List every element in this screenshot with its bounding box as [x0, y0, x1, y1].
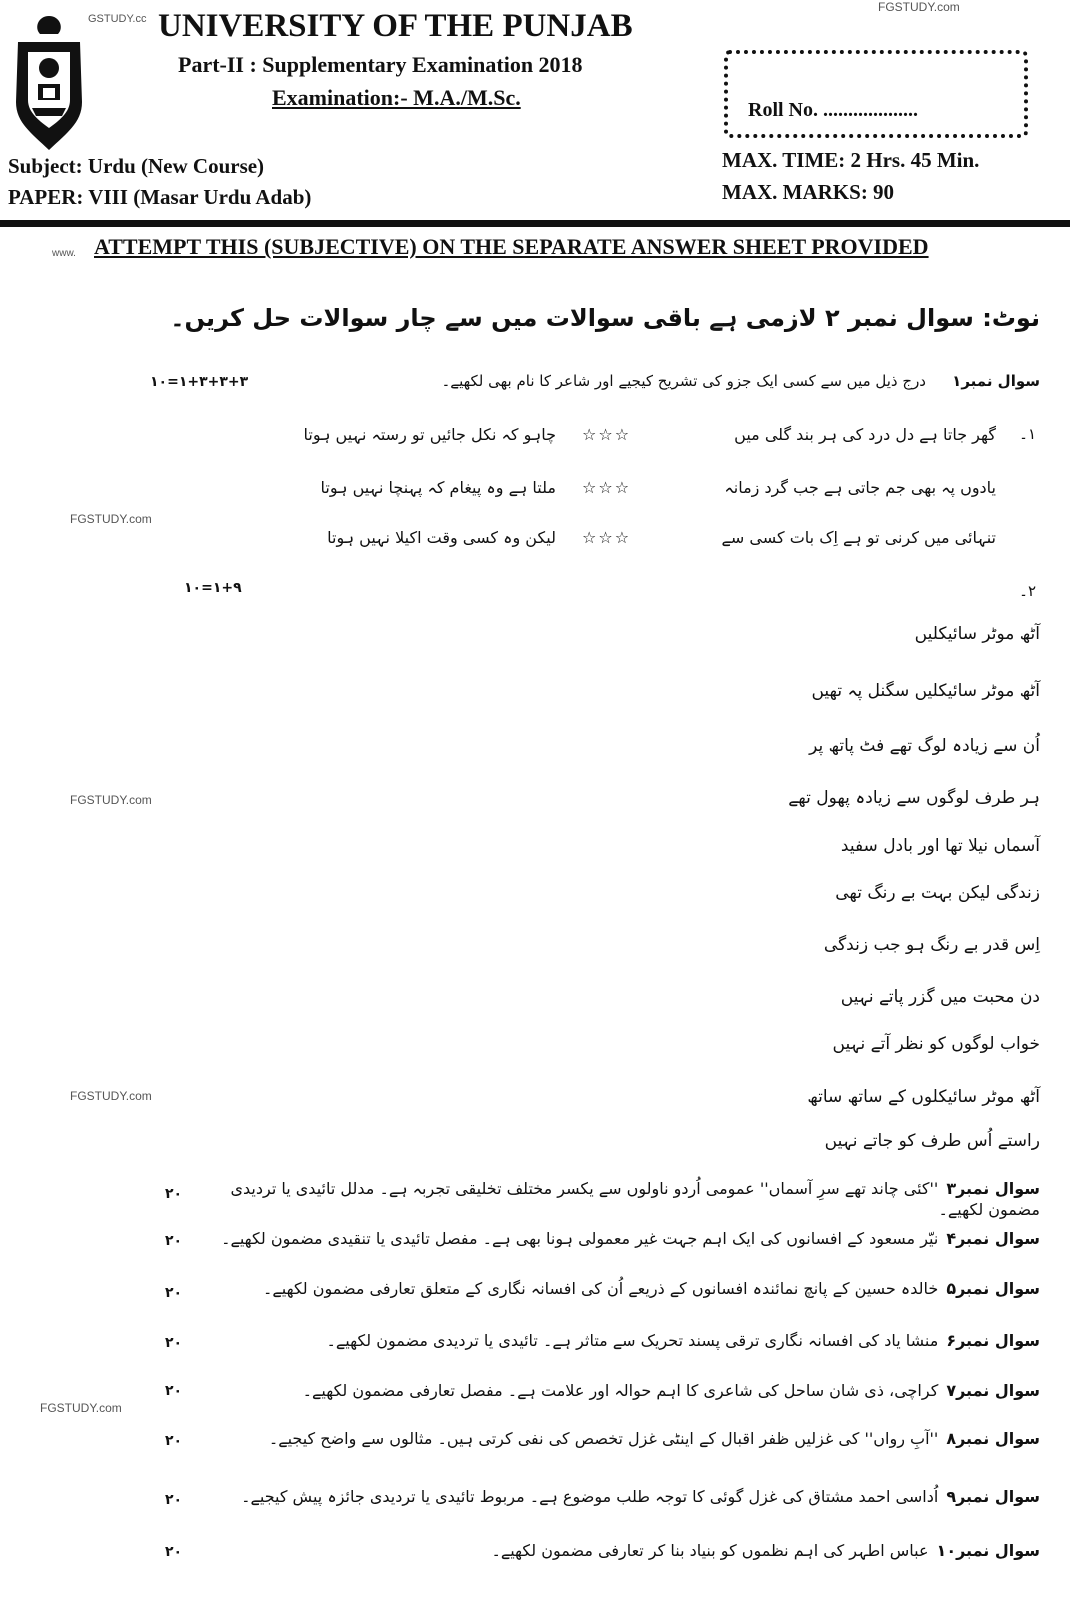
- question-marks: ۲۰: [165, 1544, 183, 1560]
- question-text: ''کئی چاند تھے سرِ آسماں'' عمومی اُردو ناولوں سے یکسر مختلف تخلیقی تجربہ ہے۔ مدلل تائیدی یا تردیدی مضمون لکھیے۔: [230, 1179, 1040, 1219]
- watermark: FGSTUDY.com: [70, 1089, 152, 1103]
- couplet-line: لیکن وہ کسی وقت اکیلا نہیں ہوتا: [327, 528, 556, 547]
- poem-line: آسماں نیلا تھا اور بادل سفید: [840, 836, 1040, 856]
- question-6: [200, 1330, 1040, 1351]
- university-title: UNIVERSITY OF THE PUNJAB: [158, 8, 633, 44]
- examination-type: Examination:- M.A./M.Sc.: [272, 85, 521, 110]
- poem-line: ہر طرف لوگوں سے زیادہ پھول تھے: [788, 788, 1040, 808]
- question-label: سوال نمبر۱۰: [936, 1541, 1040, 1560]
- question-4: [200, 1228, 1040, 1249]
- university-logo: [10, 12, 88, 152]
- question-5: [200, 1278, 1040, 1299]
- couplet-line: گھر جاتا ہے دل درد کی ہر بند گلی میں: [734, 425, 996, 444]
- q1-marks: ۱+۳+۳+۳=۱۰: [150, 374, 249, 390]
- watermark: GSTUDY.cc: [88, 13, 147, 25]
- max-time: MAX. TIME: 2 Hrs. 45 Min.: [722, 148, 980, 172]
- watermark: www.: [52, 248, 76, 259]
- question-marks: ۲۰: [165, 1492, 183, 1508]
- poem-line: اُن سے زیادہ لوگ تھے فٹ پاتھ پر: [809, 736, 1040, 756]
- question-label: سوال نمبر۸: [946, 1429, 1040, 1448]
- question-marks: ۲۰: [165, 1233, 183, 1249]
- question-marks: ۲۰: [165, 1285, 183, 1301]
- q1-part-number: ۱۔: [1019, 425, 1036, 443]
- question-label: سوال نمبر۹: [946, 1487, 1040, 1506]
- star-separator: ☆☆☆: [582, 425, 632, 444]
- question-label: سوال نمبر۳: [946, 1179, 1040, 1198]
- exam-title: Part-II : Supplementary Examination 2018: [178, 52, 583, 77]
- poem-line: زندگی لیکن بہت بے رنگ تھی: [835, 883, 1040, 903]
- question-7: [200, 1380, 1040, 1401]
- note: نوٹ: سوال نمبر ۲ لازمی ہے باقی سوالات میں سے چار سوالات حل کریں۔: [170, 304, 1040, 332]
- question-marks: ۲۰: [165, 1433, 183, 1449]
- divider: [0, 220, 1070, 227]
- question-text: عباس اطہر کی اہم نظموں کو بنیاد بنا کر تعارفی مضمون لکھیے۔: [491, 1541, 929, 1560]
- question-text: ''آبِ رواں'' کی غزلیں ظفر اقبال کے اینٹی غزل تخصص کی نفی کرتی ہیں۔ مثالوں سے واضح کیجیے۔: [268, 1429, 939, 1448]
- poem-line: خواب لوگوں کو نظر آتے نہیں: [832, 1034, 1040, 1054]
- poem-line: دن محبت میں گزر پاتے نہیں: [840, 987, 1040, 1007]
- question-marks: ۲۰: [165, 1383, 183, 1399]
- question-3: [200, 1178, 1040, 1220]
- star-separator: ☆☆☆: [582, 528, 632, 547]
- question-text: خالدہ حسین کے پانچ نمائندہ افسانوں کے ذریعے اُن کی افسانہ نگاری کے متعلق تعارفی مضمون لکھیے۔: [263, 1279, 939, 1298]
- poem-line: آٹھ موٹر سائیکلیں: [914, 624, 1040, 644]
- question-9: [200, 1486, 1040, 1507]
- question-label: سوال نمبر۴: [946, 1229, 1040, 1248]
- question-text: منشا یاد کی افسانہ نگاری ترقی پسند تحریک سے متاثر ہے۔ تائیدی یا تردیدی مضمون لکھیے۔: [326, 1331, 939, 1350]
- q1-instruction: درج ذیل میں سے کسی ایک جزو کی تشریح کیجیے اور شاعر کا نام بھی لکھیے۔: [441, 372, 926, 390]
- subject: Subject: Urdu (New Course): [8, 154, 265, 178]
- question-marks: ۲۰: [165, 1186, 183, 1202]
- star-separator: ☆☆☆: [582, 478, 632, 497]
- watermark: FGSTUDY.com: [70, 512, 152, 526]
- couplet-line: چاہو کہ نکل جائیں تو رستہ نہیں ہوتا: [303, 425, 556, 444]
- poem-line: آٹھ موٹر سائیکلوں کے ساتھ ساتھ: [807, 1087, 1040, 1107]
- question-label: سوال نمبر۷: [946, 1381, 1040, 1400]
- couplet-line: ملتا ہے وہ پیغام کہ پہنچا نہیں ہوتا: [320, 478, 556, 497]
- roll-no-box: [724, 50, 1028, 138]
- question-text: اُداسی احمد مشتاق کی غزل گوئی کا توجہ طلب موضوع ہے۔ مربوط تائیدی یا تردیدی جائزہ پیش کیجیے۔: [241, 1487, 939, 1506]
- paper: PAPER: VIII (Masar Urdu Adab): [8, 185, 312, 209]
- max-marks: MAX. MARKS: 90: [722, 180, 895, 204]
- question-text: نیّر مسعود کے افسانوں کی ایک اہم جہت غیر معمولی ہونا بھی ہے۔ مفصل تائیدی یا تنقیدی مضمون لکھیے۔: [221, 1229, 939, 1248]
- question-10: [200, 1540, 1040, 1561]
- watermark: FGSTUDY.com: [878, 0, 960, 14]
- couplet-line: تنہائی میں کرنی تو ہے اِک بات کسی سے: [721, 528, 996, 547]
- instruction: ATTEMPT THIS (SUBJECTIVE) ON THE SEPARATE ANSWER SHEET PROVIDED: [94, 234, 929, 259]
- poem-line: راستے اُس طرف کو جاتے نہیں: [824, 1131, 1040, 1151]
- question-label: سوال نمبر۶: [946, 1331, 1040, 1350]
- watermark: FGSTUDY.com: [40, 1401, 122, 1415]
- q1-label: سوال نمبر۱: [952, 372, 1040, 390]
- question-8: [200, 1428, 1040, 1449]
- q2-marks: ۱+۹=۱۰: [184, 580, 242, 596]
- couplet-line: یادوں پہ بھی جم جاتی ہے جب گرد زمانہ: [724, 478, 996, 497]
- poem-line: آٹھ موٹر سائیکلیں سگنل پہ تھیں: [811, 681, 1040, 701]
- q2-part-number: ۲۔: [1019, 582, 1036, 600]
- question-marks: ۲۰: [165, 1335, 183, 1351]
- question-label: سوال نمبر۵: [946, 1279, 1040, 1298]
- question-text: کراچی، ذی شان ساحل کی شاعری کا اہم حوالہ اور علامت ہے۔ مفصل تعارفی مضمون لکھیے۔: [302, 1381, 939, 1400]
- roll-no-label: Roll No. ...................: [748, 99, 918, 121]
- poem-line: اِس قدر بے رنگ ہو جب زندگی: [823, 935, 1040, 955]
- watermark: FGSTUDY.com: [70, 793, 152, 807]
